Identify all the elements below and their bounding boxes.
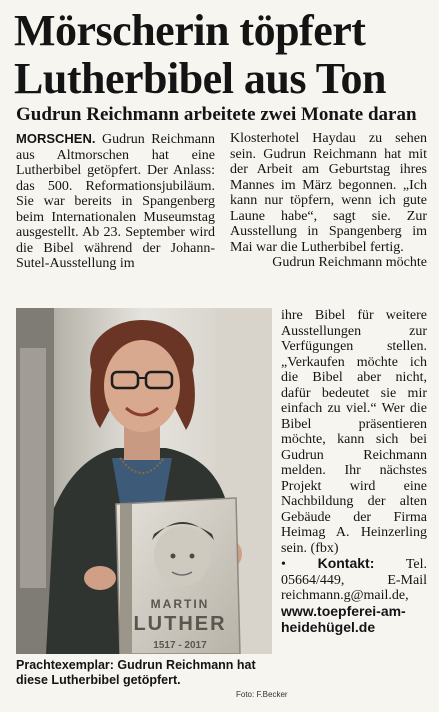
- article-column-2: [230, 131, 427, 271]
- article-column-3: [281, 308, 427, 637]
- photo-woman-holding-clay-bible: [16, 308, 272, 654]
- contact-block: [281, 556, 427, 637]
- photo-caption: Prachtexemplar: Gudrun Reichmann hat diese Lutherbibel getöpfert.: [16, 658, 256, 687]
- contact-website: www.toepferei-am-heidehügel.de: [281, 602, 406, 635]
- column-2-text: Klosterhotel Haydau zu sehen sein. Gudrun Reichmann hat mit der Arbeit am Geburtstag ihres Mannes im März begonnen. „Ich kann nur töpfern, wenn ich gute Laune habe“, sagt sie. Zur Ausstellung in Spangenberg im Mai war die Lutherbibel fertig.: [230, 131, 427, 255]
- headline-line-1: Mörscherin töpfert: [14, 6, 366, 55]
- book-text-line-2: LUTHER: [133, 613, 227, 635]
- column-2-paragraph-2-start: Gudrun Reichmann möchte: [272, 255, 427, 270]
- article-column-1: [16, 131, 215, 272]
- dateline: MORSCHEN.: [16, 131, 96, 146]
- column-1-text: Gudrun Reichmann aus Altmorschen hat eine Lutherbibel getöpfert. Der Anlass: das 500. Reformationsjubiläum. Sie war bereits in Spangenberg beim Internationalen Museumstag ausgestellt. Ab 23. September wird die Bibel während der Johann-Sutel-Ausstellung im: [16, 132, 216, 271]
- article-photo: [16, 308, 272, 654]
- contact-text: Tel. 05664/449, E-Mail reichmann.g@mail.de,: [281, 557, 427, 603]
- column-3-text: ihre Bibel für weitere Ausstellungen zur Verfügungen stellen. „Verkaufen möchte ich die Bibel aber nicht, dafür bedeutet sie mir einfach zu viel.“ Wer die Bibel präsentieren möchte, kann sich bei Gudrun Reichmann melden. Ihr nächstes Projekt wird eine Nachbildung der alten Gebäude der Firma Heimag A. Heinzerling sein. (fbx): [281, 308, 427, 556]
- subheadline: Gudrun Reichmann arbeitete zwei Monate daran: [16, 104, 417, 125]
- headline-line-2: Lutherbibel aus Ton: [14, 54, 386, 103]
- bullet-icon: •: [281, 557, 286, 572]
- photo-credit: Foto: F.Becker: [236, 690, 288, 699]
- book-text-line-1: MARTIN: [150, 597, 210, 611]
- contact-label: Kontakt:: [317, 555, 375, 571]
- book-years: 1517 - 2017: [153, 640, 207, 651]
